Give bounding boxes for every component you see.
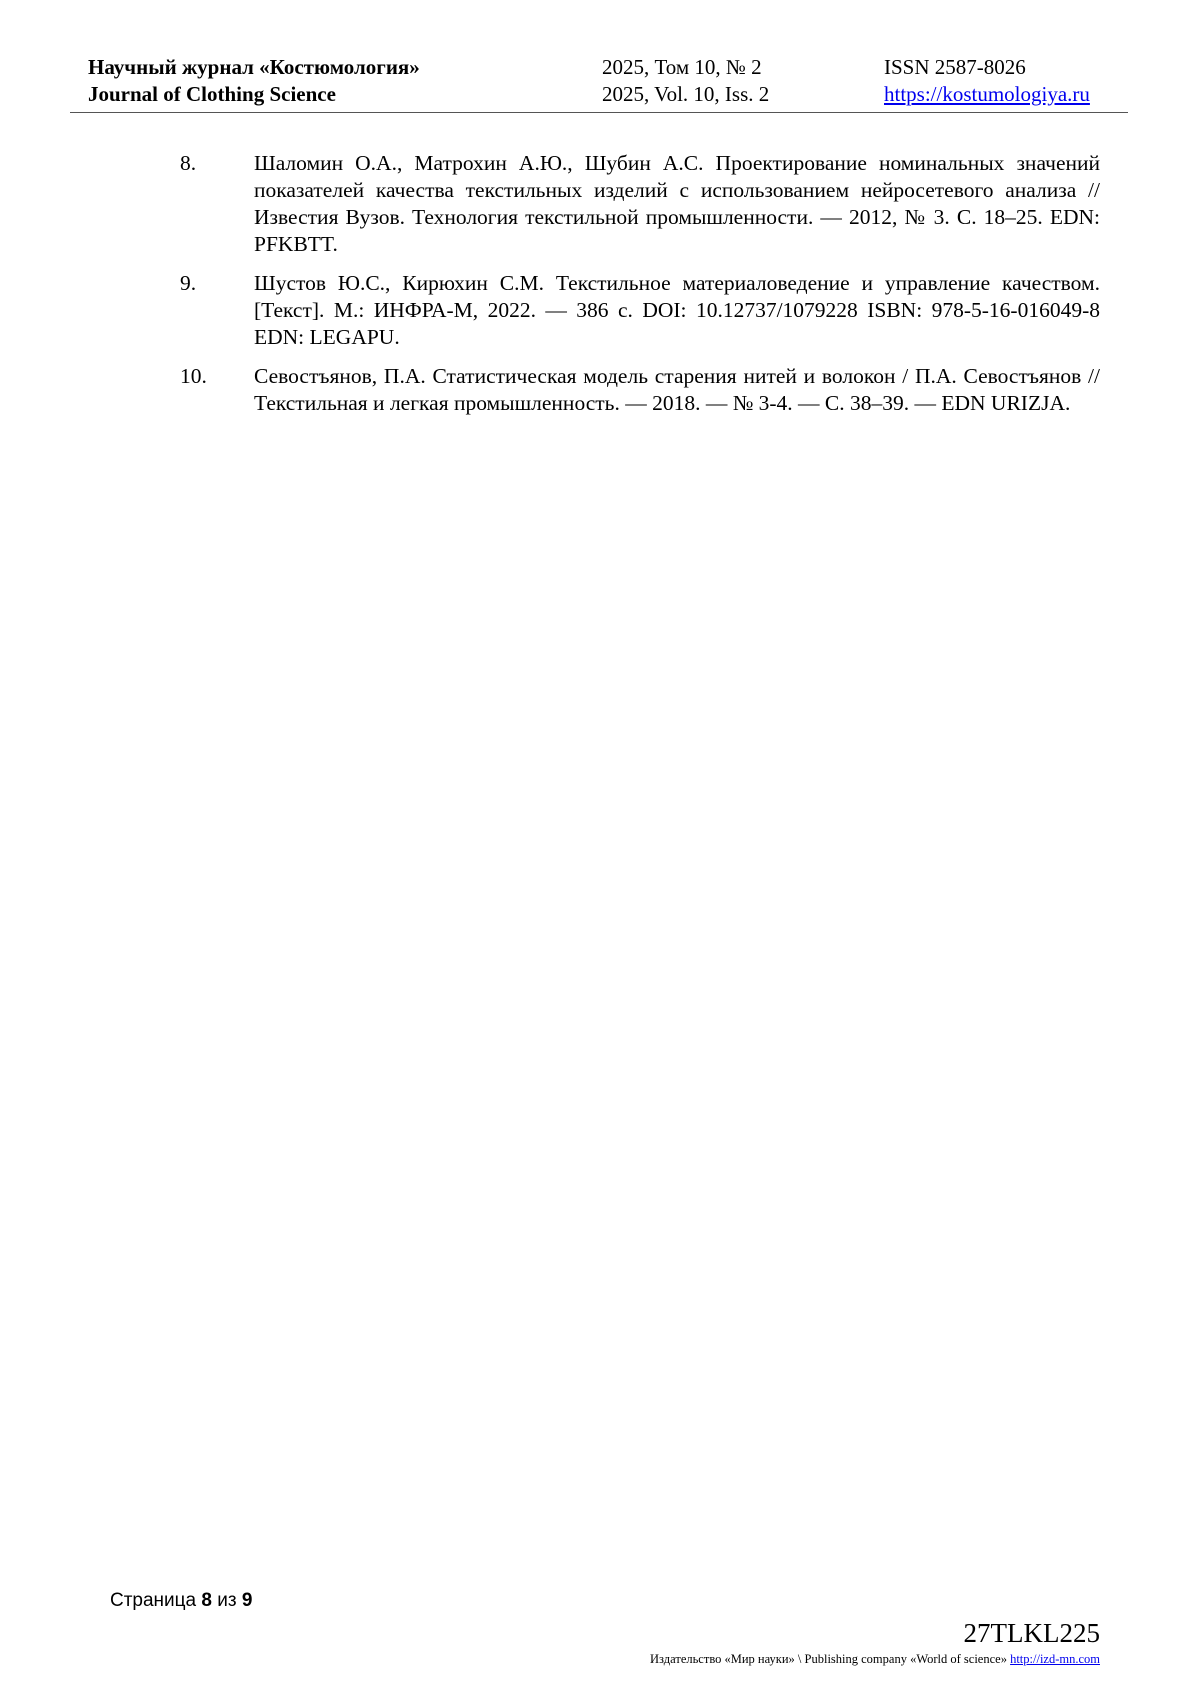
page-total: 9 <box>241 1590 253 1611</box>
page-word: Страница <box>110 1590 197 1611</box>
journal-title-en: Journal of Clothing Science <box>88 82 336 106</box>
page-of: из <box>217 1590 237 1611</box>
reference-text: Шаломин О.А., Матрохин А.Ю., Шубин А.С. Проектирование номинальных значений показателей качества текстильных изделий с использованием нейросетевого анализа // Известия Вузов. Технология текстильной промышленности. — 2012, № 3. С. 18–25. EDN: PFKBTT. <box>254 151 1100 256</box>
publisher-name: Издательство «Мир науки» \ Publishing company «World of science» <box>650 1652 1007 1666</box>
page-current: 8 <box>201 1590 212 1611</box>
page-counter <box>110 1590 252 1612</box>
reference-item <box>180 150 1100 258</box>
reference-text: Севостъянов, П.А. Статистическая модель старения нитей и волокон / П.А. Севостъянов // Текстильная и легкая промышленность. — 2018. — № 3-4. — С. 38–39. — EDN URIZJA. <box>254 364 1100 415</box>
reference-text: Шустов Ю.С., Кирюхин С.М. Текстильное материаловедение и управление качеством. [Текст]. М.: ИНФРА-М, 2022. — 386 с. DOI: 10.12737/1079228 ISBN: 978-5-16-016049-8 EDN: LEGAPU. <box>254 271 1100 349</box>
reference-list <box>180 150 1100 429</box>
reference-number: 10. <box>180 364 207 388</box>
reference-number: 9. <box>180 271 197 295</box>
header-divider <box>70 112 1128 113</box>
reference-number: 8. <box>180 151 197 175</box>
issn: ISSN 2587-8026 <box>884 55 1026 79</box>
page-header <box>70 54 1128 112</box>
publisher-line <box>650 1652 1100 1667</box>
document-code: 27TLKL225 <box>963 1618 1100 1648</box>
publisher-url-link[interactable]: http://izd-mn.com <box>1010 1652 1100 1666</box>
issn-block <box>884 54 1090 108</box>
journal-title-block <box>88 54 420 108</box>
journal-url-link[interactable]: https://kostumologiya.ru <box>884 82 1090 106</box>
issue-info-en: 2025, Vol. 10, Iss. 2 <box>602 82 770 106</box>
reference-item <box>180 363 1100 417</box>
reference-item <box>180 270 1100 351</box>
issue-info-block <box>602 54 769 108</box>
issue-info-ru: 2025, Том 10, № 2 <box>602 55 762 79</box>
journal-title-ru: Научный журнал «Костюмология» <box>88 55 420 79</box>
